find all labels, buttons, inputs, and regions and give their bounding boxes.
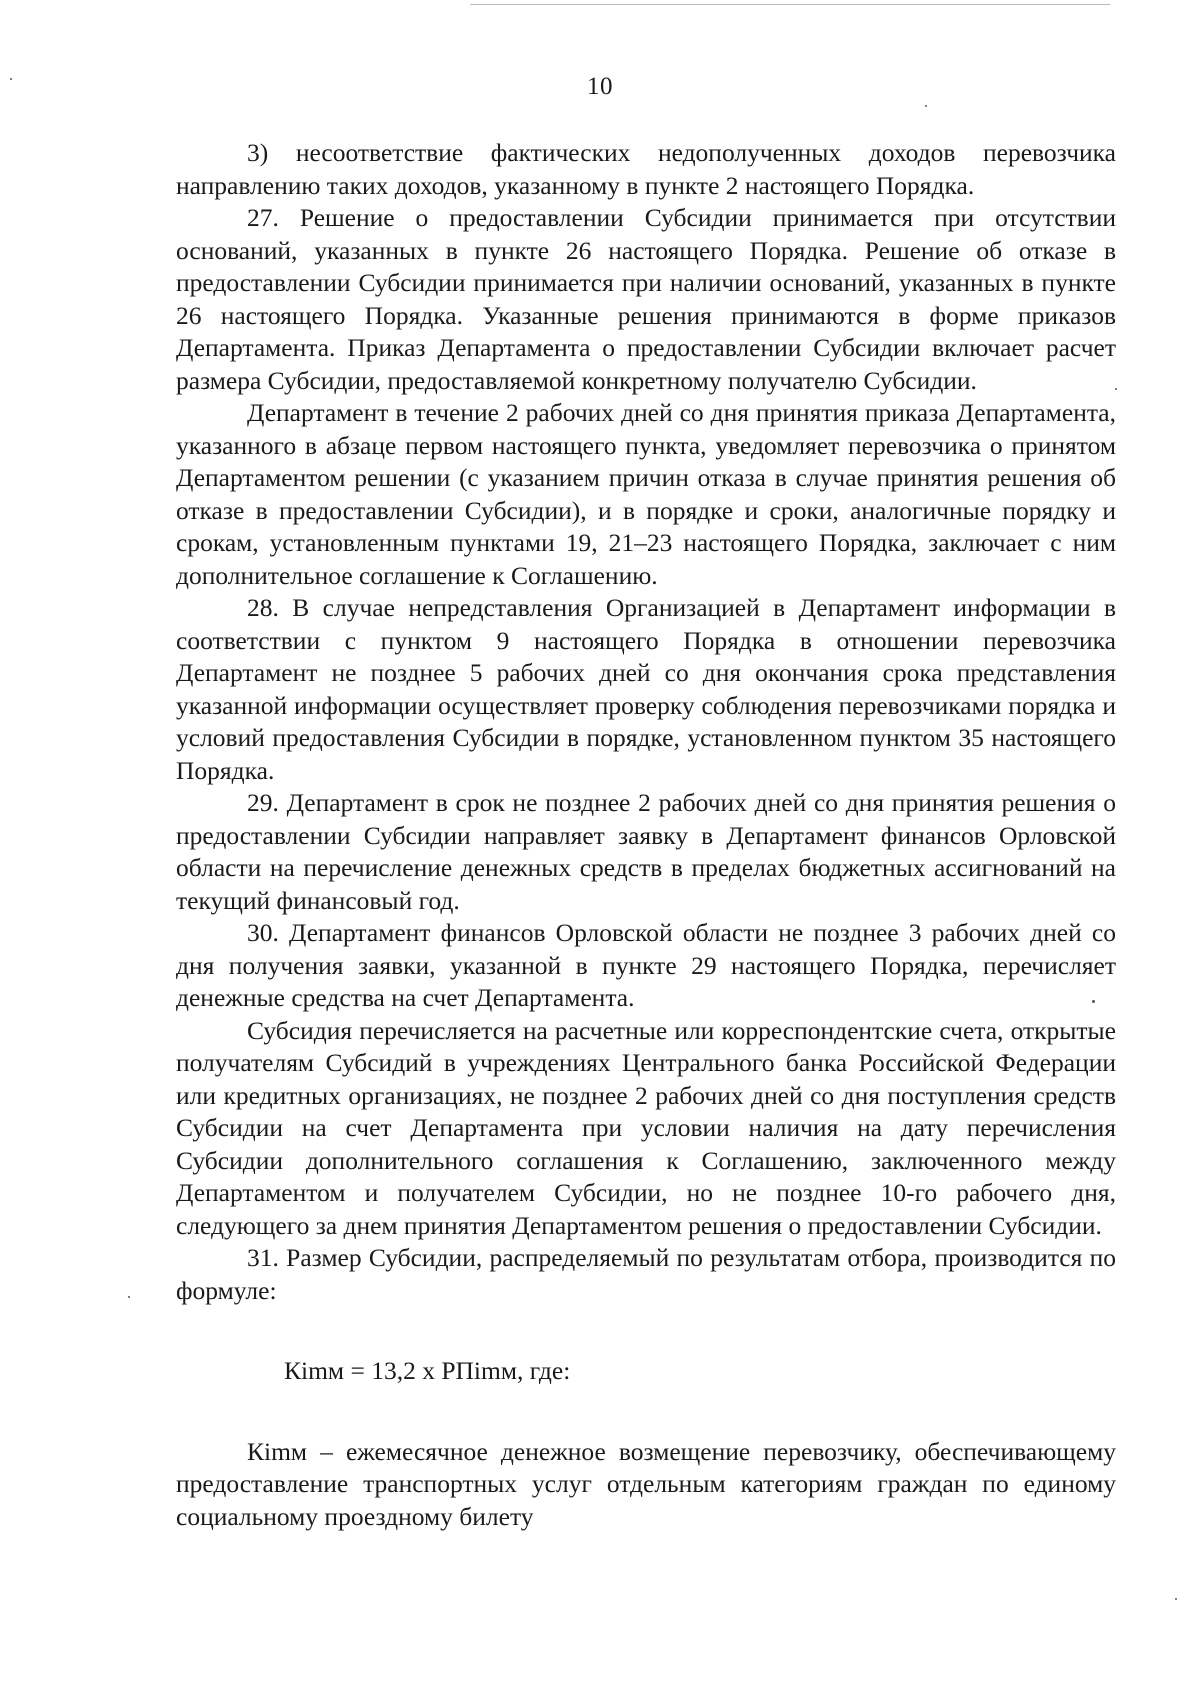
paragraph-30-transfer: Субсидия перечисляется на расчетные или корреспондентские счета, открытые получателям Субсидий в учреждениях Центрального банка Российской Федерации или кредитных организациях, не позднее 2 рабочих дней со дня поступления средств Субсидии на счет Департамента при условии наличия на дату перечисления Субсидии дополнительного соглашения к Соглашению, заключенного между Департаментом и получателем Субсидии, но не позднее 10-го рабочего дня, следующего за днем принятия Департаментом решения о предоставлении Субсидии. [176, 1015, 1116, 1240]
paragraph-28: 28. В случае непредставления Организацией в Департамент информации в соответствии с пунктом 9 настоящего Порядка в отношении перевозчика Департамент не позднее 5 рабочих дней со дня окончания срока представления указанной информации осуществляет проверку соблюдения перевозчиками порядка и условий предоставления Субсидии в порядке, установленном пунктом 35 настоящего Порядка. [176, 593, 1116, 785]
top-rule [470, 4, 1110, 5]
paragraph-27-notification: Департамент в течение 2 рабочих дней со дня принятия приказа Департамента, указанного в абзаце первом настоящего пункта, уведомляет перевозчика о принятом Департаментом решении (с указанием причин отказа в случае принятия решения об отказе в предоставлении Субсидии), и в порядке и сроки, аналогичные порядку и срокам, установленным пунктами 19, 21–23 настоящего Порядка, заключает с ним дополнительное соглашение к Соглашению. [176, 398, 1116, 590]
formula-definition: Кimм – ежемесячное денежное возмещение перевозчику, обеспечивающему предоставление транспортных услуг отдельным категориям граждан по единому социальному проездному билету [176, 1436, 1116, 1531]
scan-speck [128, 1296, 130, 1298]
paragraph-29: 29. Департамент в срок не позднее 2 рабочих дней со дня принятия решения о предоставлении Субсидии направляет заявку в Департамент финансов Орловской области на перечисление денежных средств в пределах бюджетных ассигнований на текущий финансовый год. [176, 788, 1116, 915]
paragraph-item-3: 3) несоответствие фактических недополученных доходов перевозчика направлению таких доходов, указанному в пункте 2 настоящего Порядка. [176, 138, 1116, 200]
document-body [176, 137, 1116, 1533]
paragraph-30: 30. Департамент финансов Орловской области не позднее 3 рабочих дней со дня получения заявки, указанной в пункте 29 настоящего Порядка, перечисляет денежные средства на счет Департамента. [176, 918, 1116, 1012]
scan-speck [1092, 1000, 1095, 1003]
scan-speck [1115, 388, 1117, 390]
paragraph-27: 27. Решение о предоставлении Субсидии принимается при отсутствии оснований, указанных в пункте 26 настоящего Порядка. Решение об отказе в предоставлении Субсидии принимается при наличии оснований, указанных в пункте 26 настоящего Порядка. Указанные решения принимаются в форме приказов Департамента. Приказ Департамента о предоставлении Субсидии включает расчет размера Субсидии, предоставляемой конкретному получателю Субсидии. [176, 203, 1116, 395]
page-number: 10 [587, 73, 613, 100]
scan-speck [10, 78, 12, 80]
scan-speck [925, 105, 927, 107]
paragraph-31: 31. Размер Субсидии, распределяемый по результатам отбора, производится по формуле: [176, 1243, 1116, 1305]
subsidy-formula: Кimм = 13,2 х РПimм, где: [284, 1356, 571, 1385]
scan-speck [1175, 1598, 1177, 1600]
